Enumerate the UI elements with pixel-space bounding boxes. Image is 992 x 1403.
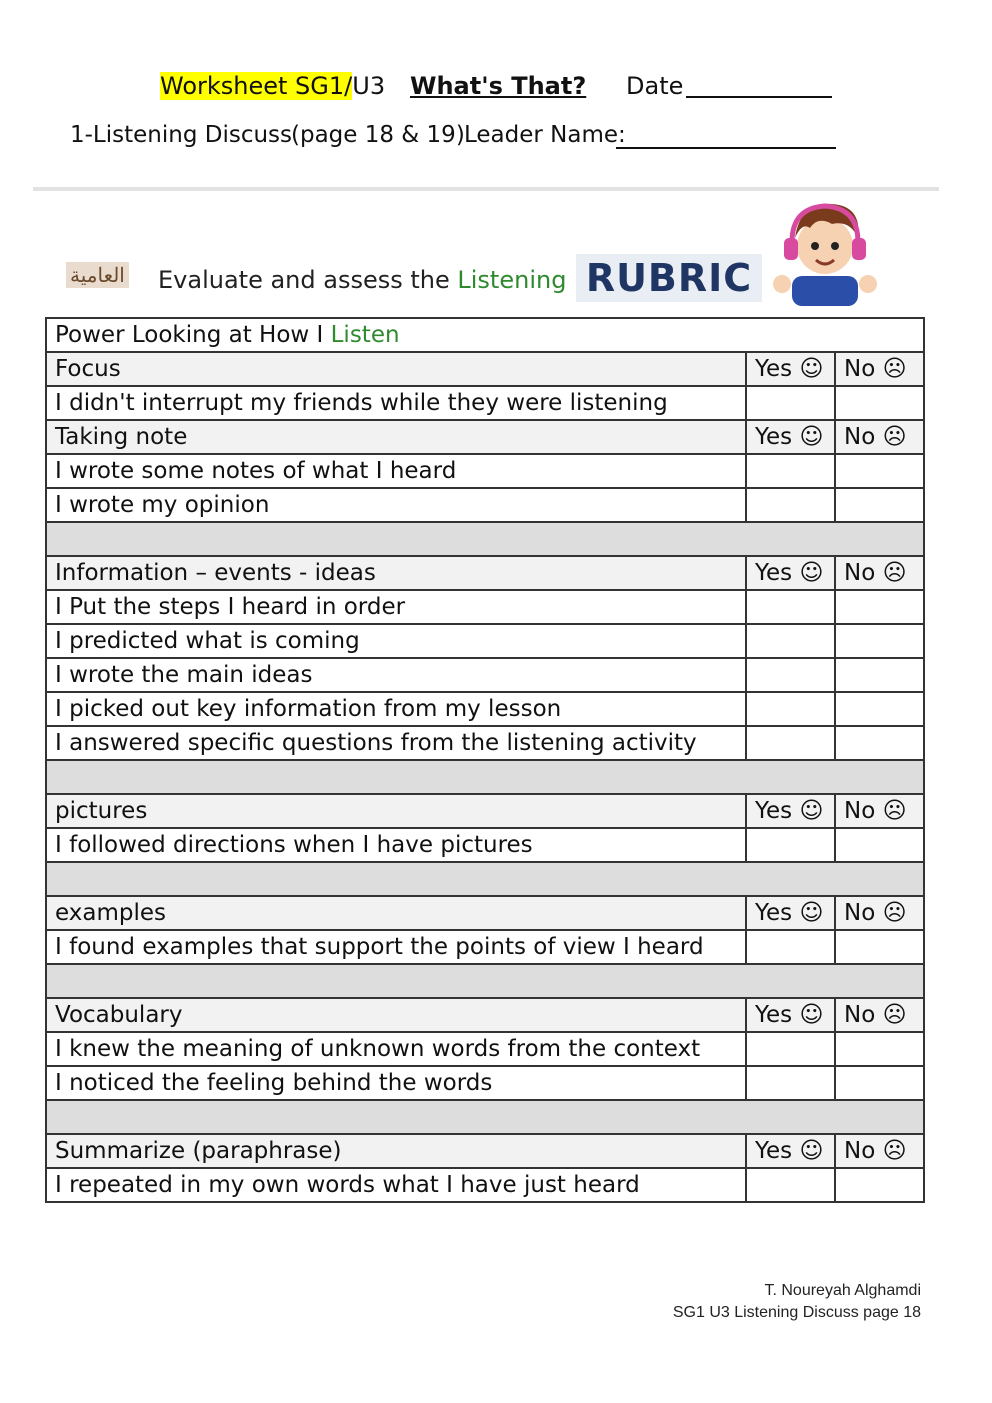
yes-checkbox-cell[interactable] xyxy=(746,454,835,488)
spacer-cell xyxy=(46,760,924,794)
yes-checkbox-cell[interactable] xyxy=(746,386,835,420)
no-checkbox-cell[interactable] xyxy=(835,488,924,522)
criterion-row xyxy=(46,930,924,964)
yes-checkbox-cell[interactable] xyxy=(746,828,835,862)
rubric-logo: RUBRIC xyxy=(576,254,762,302)
subheader xyxy=(0,122,992,156)
category-row xyxy=(46,352,924,386)
no-checkbox-cell[interactable] xyxy=(835,692,924,726)
yes-checkbox-cell[interactable] xyxy=(746,930,835,964)
no-header: No ☹ xyxy=(835,1134,924,1168)
criterion-text: I didn't interrupt my friends while they were listening xyxy=(46,386,746,420)
category-heading: Taking note xyxy=(46,420,746,454)
spacer-row xyxy=(46,964,924,998)
spacer-cell xyxy=(46,1100,924,1134)
worksheet-unit: U3 xyxy=(352,72,386,100)
no-header: No ☹ xyxy=(835,352,924,386)
criterion-text: I Put the steps I heard in order xyxy=(46,590,746,624)
criterion-row xyxy=(46,454,924,488)
spacer-row xyxy=(46,522,924,556)
category-row xyxy=(46,998,924,1032)
criterion-text: I followed directions when I have pictures xyxy=(46,828,746,862)
banner-text xyxy=(158,266,566,294)
category-heading: Summarize (paraphrase) xyxy=(46,1134,746,1168)
criterion-row xyxy=(46,624,924,658)
no-checkbox-cell[interactable] xyxy=(835,454,924,488)
spacer-row xyxy=(46,760,924,794)
yes-checkbox-cell[interactable] xyxy=(746,590,835,624)
spacer-cell xyxy=(46,862,924,896)
no-checkbox-cell[interactable] xyxy=(835,1168,924,1202)
worksheet-highlight: Worksheet SG1/ xyxy=(160,72,353,100)
date-field[interactable] xyxy=(686,96,832,98)
criterion-row xyxy=(46,590,924,624)
banner-highlight: Listening xyxy=(457,266,567,294)
yes-checkbox-cell[interactable] xyxy=(746,658,835,692)
criterion-row xyxy=(46,658,924,692)
no-header: No ☹ xyxy=(835,420,924,454)
rubric-table xyxy=(45,317,925,1203)
power-cell xyxy=(46,318,924,352)
criterion-text: I wrote my opinion xyxy=(46,488,746,522)
criterion-text: I predicted what is coming xyxy=(46,624,746,658)
criterion-text: I found examples that support the points of view I heard xyxy=(46,930,746,964)
spacer-row xyxy=(46,1100,924,1134)
no-header: No ☹ xyxy=(835,998,924,1032)
category-heading: pictures xyxy=(46,794,746,828)
banner-prefix: Evaluate and assess the xyxy=(158,266,458,294)
criterion-row xyxy=(46,726,924,760)
yes-checkbox-cell[interactable] xyxy=(746,726,835,760)
worksheet-header xyxy=(0,72,992,106)
spacer-cell xyxy=(46,522,924,556)
no-checkbox-cell[interactable] xyxy=(835,624,924,658)
footer-author: T. Noureyah Alghamdi xyxy=(764,1282,921,1299)
no-checkbox-cell[interactable] xyxy=(835,386,924,420)
worksheet-label xyxy=(160,72,385,100)
category-row xyxy=(46,794,924,828)
leader-name-field[interactable] xyxy=(616,147,836,149)
yes-checkbox-cell[interactable] xyxy=(746,1032,835,1066)
date-label: Date xyxy=(626,72,684,100)
power-prefix: Power Looking at How I xyxy=(55,322,331,348)
criterion-row xyxy=(46,1032,924,1066)
no-checkbox-cell[interactable] xyxy=(835,726,924,760)
criterion-text: I knew the meaning of unknown words from the context xyxy=(46,1032,746,1066)
yes-header: Yes ☺ xyxy=(746,998,835,1032)
arabic-tag: العامية xyxy=(66,262,129,288)
yes-checkbox-cell[interactable] xyxy=(746,1168,835,1202)
no-checkbox-cell[interactable] xyxy=(835,930,924,964)
no-checkbox-cell[interactable] xyxy=(835,1066,924,1100)
yes-header: Yes ☺ xyxy=(746,352,835,386)
criterion-text: I repeated in my own words what I have just heard xyxy=(46,1168,746,1202)
no-header: No ☹ xyxy=(835,556,924,590)
category-row xyxy=(46,556,924,590)
yes-checkbox-cell[interactable] xyxy=(746,692,835,726)
criterion-text: I picked out key information from my lesson xyxy=(46,692,746,726)
no-checkbox-cell[interactable] xyxy=(835,658,924,692)
no-header: No ☹ xyxy=(835,794,924,828)
task-label: 1-Listening Discuss xyxy=(70,122,293,148)
category-heading: Focus xyxy=(46,352,746,386)
yes-header: Yes ☺ xyxy=(746,556,835,590)
category-row xyxy=(46,420,924,454)
yes-header: Yes ☺ xyxy=(746,420,835,454)
criterion-row xyxy=(46,488,924,522)
yes-checkbox-cell[interactable] xyxy=(746,1066,835,1100)
category-heading: Vocabulary xyxy=(46,998,746,1032)
spacer-cell xyxy=(46,964,924,998)
category-row xyxy=(46,1134,924,1168)
criterion-text: I wrote some notes of what I heard xyxy=(46,454,746,488)
yes-header: Yes ☺ xyxy=(746,896,835,930)
category-heading: examples xyxy=(46,896,746,930)
no-checkbox-cell[interactable] xyxy=(835,1032,924,1066)
boy-headphones-icon xyxy=(770,194,880,306)
footer xyxy=(673,1280,921,1324)
criterion-row xyxy=(46,1066,924,1100)
footer-ref: SG1 U3 Listening Discuss page 18 xyxy=(672,1304,921,1321)
page-title: What's That? xyxy=(410,72,587,100)
power-row xyxy=(46,318,924,352)
category-heading: Information – events - ideas xyxy=(46,556,746,590)
power-highlight: Listen xyxy=(330,322,400,348)
criterion-row xyxy=(46,828,924,862)
no-checkbox-cell[interactable] xyxy=(835,828,924,862)
pages-label: (page 18 & 19) xyxy=(291,122,465,148)
criterion-row xyxy=(46,386,924,420)
no-checkbox-cell[interactable] xyxy=(835,590,924,624)
criterion-row xyxy=(46,1168,924,1202)
criterion-text: I wrote the main ideas xyxy=(46,658,746,692)
leader-label: Leader Name: xyxy=(464,122,626,148)
yes-checkbox-cell[interactable] xyxy=(746,624,835,658)
divider xyxy=(33,187,939,191)
yes-header: Yes ☺ xyxy=(746,1134,835,1168)
criterion-text: I answered specific questions from the listening activity xyxy=(46,726,746,760)
criterion-text: I noticed the feeling behind the words xyxy=(46,1066,746,1100)
no-header: No ☹ xyxy=(835,896,924,930)
criterion-row xyxy=(46,692,924,726)
spacer-row xyxy=(46,862,924,896)
category-row xyxy=(46,896,924,930)
yes-header: Yes ☺ xyxy=(746,794,835,828)
yes-checkbox-cell[interactable] xyxy=(746,488,835,522)
